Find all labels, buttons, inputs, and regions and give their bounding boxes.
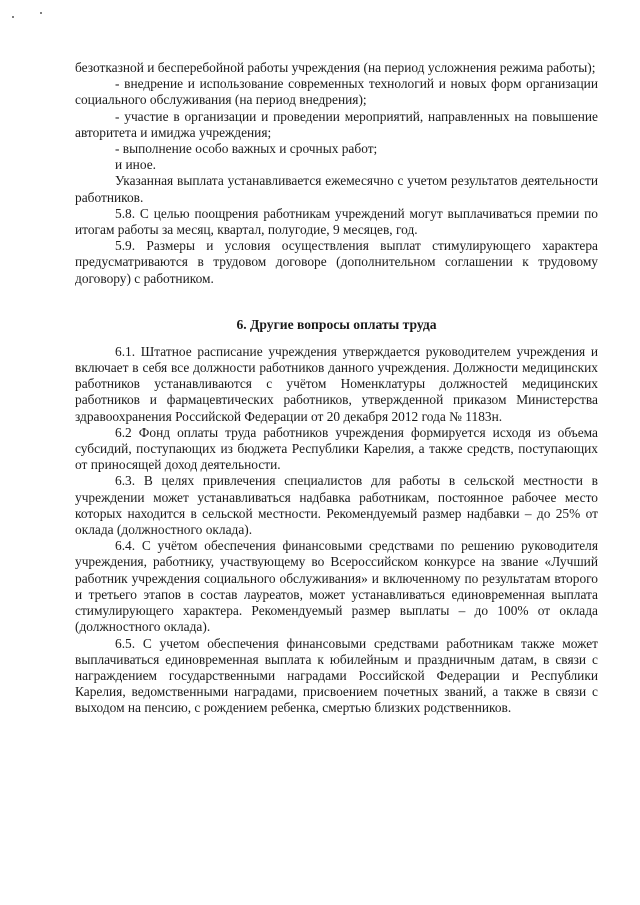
clause-6-4: 6.4. С учётом обеспечения финансовыми средствами по решению руководителя учреждения, работнику, участвующему во Всероссийском конкурсе на звание «Лучший работник учреждения социального обслуживания» и включенному по результатам второго и третьего этапов в состав лауреатов, может устанавливаться единовременная выплата стимулирующего характера. Рекомендуемый размер выплаты – до 100% от оклада (должностного оклада). [75,538,598,635]
list-item-other: и иное. [115,157,156,173]
clause-6-5: 6.5. С учетом обеспечения финансовыми средствами работникам также может выплачиваться единовременная выплата к юбилейным и праздничным датам, в связи с награждением государственными наградами Российской Федерации и Республики Карелия, ведомственными наградами, присвоением почетных званий, а также в связи с выходом на пенсию, с рождением ребенка, смертью близких родственников. [75,635,598,716]
scan-specks [10,6,50,26]
list-item-technologies: - внедрение и использование современных технологий и новых форм организации социального обслуживания (на период внедрения); [75,76,598,108]
clause-6-1: 6.1. Штатное расписание учреждения утверждается руководителем учреждения и включает в себя все должности работников данного учреждения. Должности медицинских работников устанавливаются с учётом Номенклатуры должностей медицинских работников и фармацевтических работников, утвержденной приказом Министерства здравоохранения Российской Федерации от 20 декабря 2012 года № 1183н. [75,343,598,424]
list-item-events: - участие в организации и проведении мероприятий, направленных на повышение авторитета и имиджа учреждения; [75,108,598,140]
section-title: 6. Другие вопросы оплаты труда [236,316,437,332]
scan-speck [40,12,42,14]
clause-6-3: 6.3. В целях привлечения специалистов для работы в сельской местности в учреждении может устанавливаться надбавка работникам, постоянное рабочее место которых находится в сельской местности. Рекомендуемый размер надбавки – до 25% от оклада (должностного оклада). [75,473,598,538]
scan-speck [12,16,14,18]
paragraph-continuation: безотказной и бесперебойной работы учреждения (на период усложнения режима работы); [75,60,596,75]
clause-6-2: 6.2 Фонд оплаты труда работников учреждения формируется исходя из объема субсидий, поступающих из бюджета Республики Карелия, а также средств, поступающих от приносящей доход деятельности. [75,424,598,473]
clause-5-8: 5.8. С целью поощрения работникам учреждений могут выплачиваться премии по итогам работы за месяц, квартал, полугодие, 9 месяцев, год. [75,205,598,238]
paragraph-monthly-payment: Указанная выплата устанавливается ежемесячно с учетом результатов деятельности работников. [75,173,598,205]
document-body [75,60,598,717]
list-item-urgent-work: - выполнение особо важных и срочных работ; [115,141,378,157]
clause-5-9: 5.9. Размеры и условия осуществления выплат стимулирующего характера предусматриваются в трудовом договоре (дополнительном соглашении к трудовому договору) с работником. [75,238,598,286]
